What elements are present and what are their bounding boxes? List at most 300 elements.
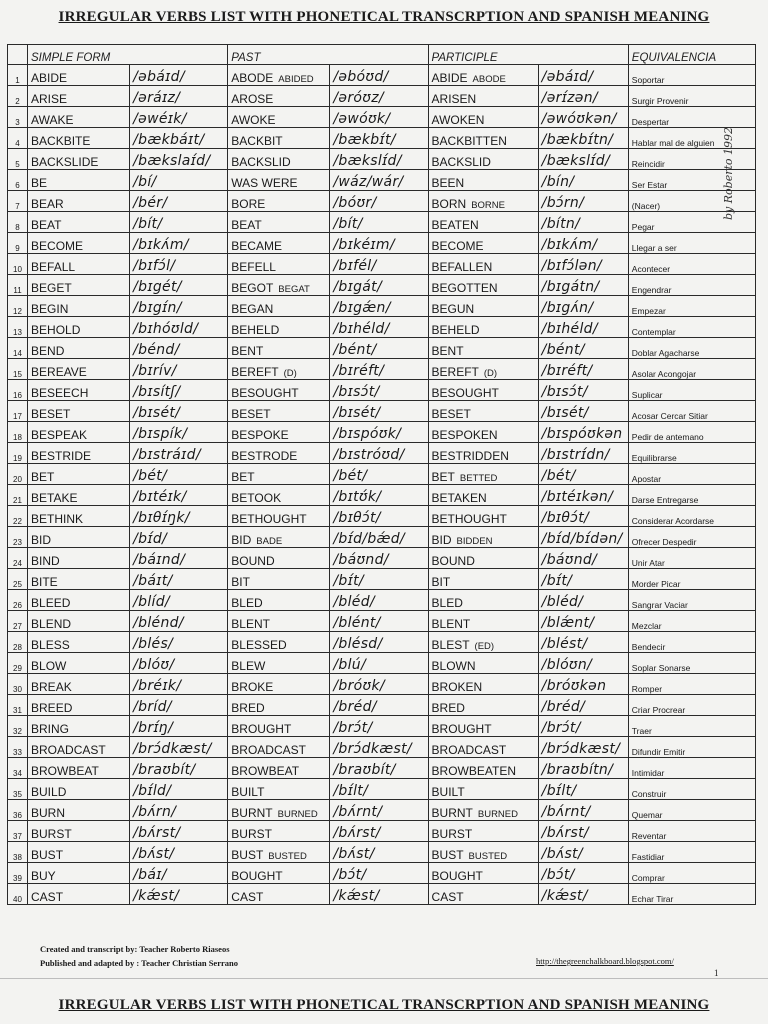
simple-ipa-text: /bʌ́st/ [133,846,175,862]
row-number [8,212,28,233]
table-row [8,380,756,401]
equivalence-text: Engendrar [631,285,672,295]
simple-form [28,212,130,233]
table-row [8,170,756,191]
simple-ipa-text: /blénd/ [133,615,184,631]
simple-form [28,86,130,107]
participle-ipa-text: /bréd/ [541,699,586,715]
past-ipa-text: /bɪstróʊd/ [333,447,405,463]
simple-form [28,758,130,779]
table-row [8,527,756,548]
row-number-text: 30 [13,685,22,694]
past-form [228,275,330,296]
simple-ipa [130,254,228,275]
verbs-table [7,44,756,905]
simple-form [28,569,130,590]
simple-form [28,65,130,86]
past-form [228,863,330,884]
participle-ipa [538,590,628,611]
past-form-text: AWOKE [231,113,276,127]
past-ipa-text: /bʌ́rst/ [333,825,381,841]
row-number [8,821,28,842]
row-number [8,338,28,359]
simple-ipa-text: /bɪhóʊld/ [133,321,199,337]
simple-ipa-text: /blóʊ/ [133,657,175,673]
equivalence-text: Soplar Sonarse [631,663,691,673]
table-row [8,737,756,758]
past-form-text: BENT [231,344,264,358]
header-number [8,45,28,65]
past-form-text: BLESSED [231,638,287,652]
participle-ipa-text: /bɔ́t/ [541,867,575,883]
equivalence [628,338,755,359]
row-number [8,527,28,548]
row-number [8,506,28,527]
past-ipa [330,107,428,128]
past-form-text: BROKE [231,680,274,694]
participle-ipa-text: /brɔ́t/ [541,720,581,736]
past-form-text: BEGOT [231,281,274,295]
simple-form [28,590,130,611]
past-form-text: BUILT [231,785,265,799]
equivalence [628,569,755,590]
equivalence-text: Reincidir [631,159,665,169]
participle-form-text: BIT [431,575,451,589]
participle-ipa-text: /ərɪ́zən/ [541,90,598,106]
past-ipa [330,590,428,611]
participle-form [428,758,538,779]
participle-ipa [538,653,628,674]
row-number [8,380,28,401]
row-number [8,317,28,338]
participle-ipa-text: /bɪkʌ́m/ [541,237,598,253]
participle-ipa-text: /braʊbítn/ [541,762,614,778]
past-form-text: BURST [231,827,272,841]
simple-ipa [130,149,228,170]
simple-form-text: BEGET [31,281,72,295]
simple-form-text: BESEECH [31,386,89,400]
table-row [8,842,756,863]
participle-form [428,485,538,506]
participle-ipa-text: /bɪθɔ́t/ [541,510,590,526]
participle-ipa [538,149,628,170]
past-ipa [330,842,428,863]
equivalence-text: Darse Entregarse [631,495,699,505]
participle-ipa-text: /bín/ [541,174,575,190]
participle-form-text: BACKBITTEN [431,134,507,148]
past-ipa-text: /blú/ [333,657,366,673]
participle-form-alternate: BUSTED [468,851,508,862]
simple-ipa [130,674,228,695]
equivalence-text: Mezclar [631,621,662,631]
simple-form [28,149,130,170]
past-ipa-text: /bɪhéld/ [333,321,390,337]
past-form [228,443,330,464]
participle-form [428,128,538,149]
past-ipa-text: /kǽst/ [333,888,380,904]
past-ipa [330,254,428,275]
past-form [228,107,330,128]
participle-form-text: CAST [431,890,464,904]
row-number [8,296,28,317]
simple-ipa-text: /bí/ [133,174,157,190]
table-row [8,569,756,590]
row-number-text: 18 [13,433,22,442]
equivalence [628,548,755,569]
participle-form-alternate: BETTED [459,473,498,484]
row-number-text: 22 [13,517,22,526]
past-ipa-text: /bɪ́d/bǽd/ [333,531,405,547]
participle-form-text: AWOKEN [431,113,485,127]
table-row [8,695,756,716]
past-form-alternate: (D) [283,368,297,379]
past-ipa [330,65,428,86]
simple-form-text: BEFALL [31,260,76,274]
participle-ipa [538,317,628,338]
row-number-text: 5 [15,160,20,169]
simple-ipa [130,275,228,296]
equivalence [628,317,755,338]
table-row [8,254,756,275]
simple-ipa [130,821,228,842]
table-row [8,653,756,674]
participle-ipa-text: /bét/ [541,468,576,484]
simple-form-text: BECOME [31,239,84,253]
equivalence-text: Romper [631,684,663,694]
simple-form-text: BACKSLIDE [31,155,99,169]
past-ipa-text: /brɔ́t/ [333,720,373,736]
participle-form-text: BEEN [431,176,465,190]
past-form [228,191,330,212]
row-number [8,863,28,884]
participle-form [428,233,538,254]
equivalence-text: Fastidiar [631,852,665,862]
row-number [8,149,28,170]
simple-form [28,275,130,296]
simple-form-text: BEAT [31,218,62,232]
row-number [8,359,28,380]
equivalence-text: Contemplar [631,327,676,337]
past-ipa [330,737,428,758]
table-row [8,674,756,695]
participle-ipa [538,842,628,863]
participle-ipa [538,464,628,485]
equivalence [628,737,755,758]
simple-ipa [130,443,228,464]
participle-form-text: BET [431,470,455,484]
row-number-text: 40 [13,895,22,904]
simple-form [28,653,130,674]
past-form-text: BETHOUGHT [231,512,307,526]
participle-ipa-text: /bɪtéɪkən/ [541,489,614,505]
participle-ipa [538,527,628,548]
past-ipa-text: /bʌ́rnt/ [333,804,383,820]
past-form [228,86,330,107]
participle-form [428,464,538,485]
past-ipa [330,296,428,317]
row-number [8,737,28,758]
participle-ipa-text: /bʌ́st/ [541,846,583,862]
blog-url: http://thegreenchalkboard.blogspot.com/ [536,956,674,966]
participle-form-alternate: BORNE [471,200,505,211]
row-number-text: 33 [13,748,22,757]
participle-form-text: BACKSLID [431,155,491,169]
equivalence [628,800,755,821]
equivalence [628,842,755,863]
participle-ipa [538,296,628,317]
equivalence-text: Soportar [631,75,665,85]
past-form [228,149,330,170]
row-number-text: 11 [13,286,22,295]
past-ipa-text: /bɪsɔ́t/ [333,384,380,400]
simple-ipa-text: /bɪsítʃ/ [133,384,181,400]
participle-form [428,590,538,611]
row-number [8,716,28,737]
simple-form-text: BESPEAK [31,428,88,442]
simple-form [28,296,130,317]
past-ipa [330,695,428,716]
simple-ipa-text: /kǽst/ [133,888,180,904]
past-ipa-text: /bóʊr/ [333,195,377,211]
participle-form [428,107,538,128]
simple-form [28,779,130,800]
equivalence-text: Llegar a ser [631,243,677,253]
simple-ipa-text: /əwéɪk/ [133,111,187,127]
simple-ipa-text: /bɪθɪ́ŋk/ [133,510,190,526]
row-number-text: 19 [13,454,22,463]
equivalence [628,275,755,296]
participle-ipa-text: /əbáɪd/ [541,69,594,85]
past-ipa [330,149,428,170]
participle-ipa-text: /brɔ́dkæst/ [541,741,621,757]
table-row [8,212,756,233]
simple-ipa [130,611,228,632]
participle-form [428,86,538,107]
past-ipa [330,422,428,443]
simple-form [28,380,130,401]
past-form [228,233,330,254]
past-form-text: BET [231,470,255,484]
equivalence-text: Despertar [631,117,670,127]
participle-ipa [538,779,628,800]
simple-form-text: BEND [31,344,65,358]
past-form [228,695,330,716]
simple-form-text: BESTRIDE [31,449,92,463]
past-ipa-text: /báʊnd/ [333,552,389,568]
simple-ipa-text: /bɪkʌ́m/ [133,237,189,253]
equivalence [628,422,755,443]
row-number [8,443,28,464]
equivalence-text: Difundir Emitir [631,747,686,757]
past-ipa [330,191,428,212]
participle-ipa [538,758,628,779]
participle-ipa [538,170,628,191]
participle-form-text: BOUND [431,554,475,568]
past-form-alternate: ABIDED [278,74,314,85]
simple-form-text: BUY [31,869,56,883]
simple-ipa [130,863,228,884]
participle-form [428,884,538,905]
equivalence-text: Unir Atar [631,558,665,568]
simple-form [28,884,130,905]
simple-form-text: BETAKE [31,491,78,505]
row-number-text: 31 [13,706,22,715]
equivalence [628,443,755,464]
participle-ipa-text: /bɔ́rn/ [541,195,585,211]
row-number [8,695,28,716]
participle-form [428,359,538,380]
past-ipa [330,674,428,695]
equivalence-text: Sangrar Vaciar [631,600,688,610]
table-row [8,758,756,779]
row-number-text: 6 [15,181,20,190]
past-form-text: BETOOK [231,491,282,505]
row-number [8,632,28,653]
past-form-text: BEHELD [231,323,280,337]
simple-form [28,863,130,884]
simple-form-text: BUILD [31,785,67,799]
row-number-text: 32 [13,727,22,736]
simple-form [28,107,130,128]
row-number [8,485,28,506]
past-ipa-text: /bɪgát/ [333,279,382,295]
participle-form-text: BROKEN [431,680,483,694]
participle-ipa-text: /báʊnd/ [541,552,598,568]
participle-form [428,149,538,170]
participle-form-text: BEFALLEN [431,260,493,274]
credits [40,942,238,970]
participle-form [428,527,538,548]
past-form [228,338,330,359]
past-ipa-text: /bækbɪ́t/ [333,132,396,148]
participle-form-text: BLENT [431,617,471,631]
row-number-text: 14 [13,349,22,358]
page-title: IRREGULAR VERBS LIST WITH PHONETICAL TRANSCRPTION AND SPANISH MEANING [58,9,710,25]
equivalence-text: Acosar Cercar Sitiar [631,411,708,421]
simple-ipa [130,632,228,653]
participle-form-text: BENT [431,344,464,358]
past-ipa-text: /əbóʊd/ [333,69,389,85]
past-form [228,296,330,317]
table-row [8,233,756,254]
past-form-text: BESTRODE [231,449,298,463]
participle-ipa-text: /blést/ [541,636,588,652]
table-row [8,149,756,170]
row-number-text: 27 [13,622,22,631]
participle-ipa-text: /bʌ́rst/ [541,825,589,841]
participle-form-text: BRED [431,701,465,715]
equivalence [628,674,755,695]
participle-form-text: BURNT [431,806,473,820]
equivalence [628,758,755,779]
past-form [228,884,330,905]
simple-ipa [130,359,228,380]
simple-form [28,527,130,548]
participle-form [428,821,538,842]
past-ipa-text: /bréd/ [333,699,377,715]
participle-ipa [538,254,628,275]
equivalence [628,779,755,800]
past-form-text: AROSE [231,92,274,106]
participle-form [428,569,538,590]
simple-ipa-text: /bɪgɪ́n/ [133,300,182,316]
participle-ipa-text: /əwóʊkən/ [541,111,617,127]
table-row [8,275,756,296]
table-row [8,86,756,107]
past-form [228,359,330,380]
past-ipa [330,611,428,632]
past-ipa-text: /wáz/wár/ [333,174,404,190]
table-row [8,800,756,821]
participle-ipa-text: /bɪgátn/ [541,279,600,295]
row-number-text: 20 [13,475,22,484]
participle-form-text: BEREFT [431,365,479,379]
table-row [8,506,756,527]
row-number-text: 24 [13,559,22,568]
participle-form-text: BROUGHT [431,722,492,736]
participle-ipa [538,884,628,905]
simple-form [28,317,130,338]
past-form-text: BID [231,533,252,547]
simple-form-text: BURN [31,806,66,820]
table-row [8,296,756,317]
past-form [228,548,330,569]
equivalence-text: Acontecer [631,264,671,274]
past-form [228,65,330,86]
simple-form [28,821,130,842]
equivalence [628,506,755,527]
past-ipa-text: /bɪsét/ [333,405,381,421]
past-ipa-text: /bɪθɔ́t/ [333,510,381,526]
simple-ipa-text: /báɪ/ [133,867,167,883]
simple-form [28,464,130,485]
row-number-text: 36 [13,811,22,820]
participle-form [428,611,538,632]
participle-form-alternate: ABODE [472,74,506,85]
simple-form-text: ARISE [31,92,68,106]
table-row [8,548,756,569]
simple-form-text: BREAK [31,680,72,694]
past-form-text: BIT [231,575,250,589]
past-form-text: BESOUGHT [231,386,299,400]
past-ipa [330,758,428,779]
equivalence-text: Hablar mal de alguien [631,138,715,148]
equivalence [628,821,755,842]
equivalence [628,359,755,380]
equivalence-text: Echar Tirar [631,894,674,904]
row-number [8,590,28,611]
participle-form [428,800,538,821]
participle-ipa-text: /bʌ́rnt/ [541,804,591,820]
equivalence-text: Apostar [631,474,662,484]
past-form-text: BOUND [231,554,275,568]
participle-form [428,737,538,758]
participle-form-text: ARISEN [431,92,477,106]
equivalence-text: (Nacer) [631,201,661,211]
participle-form-text: BUST [431,848,464,862]
simple-ipa [130,485,228,506]
simple-ipa-text: /blés/ [133,636,174,652]
participle-ipa [538,422,628,443]
row-number-text: 34 [13,769,22,778]
participle-ipa-text: /bɪ́d/bɪ́dən/ [541,531,623,547]
header-past: PAST [228,45,428,65]
page-title-repeat: IRREGULAR VERBS LIST WITH PHONETICAL TRANSCRPTION AND SPANISH MEANING [58,997,710,1013]
header-equivalence: EQUIVALENCIA [628,45,755,65]
simple-ipa [130,317,228,338]
participle-ipa-text: /bɪspóʊkən [541,426,623,442]
verb-rows [8,65,756,905]
